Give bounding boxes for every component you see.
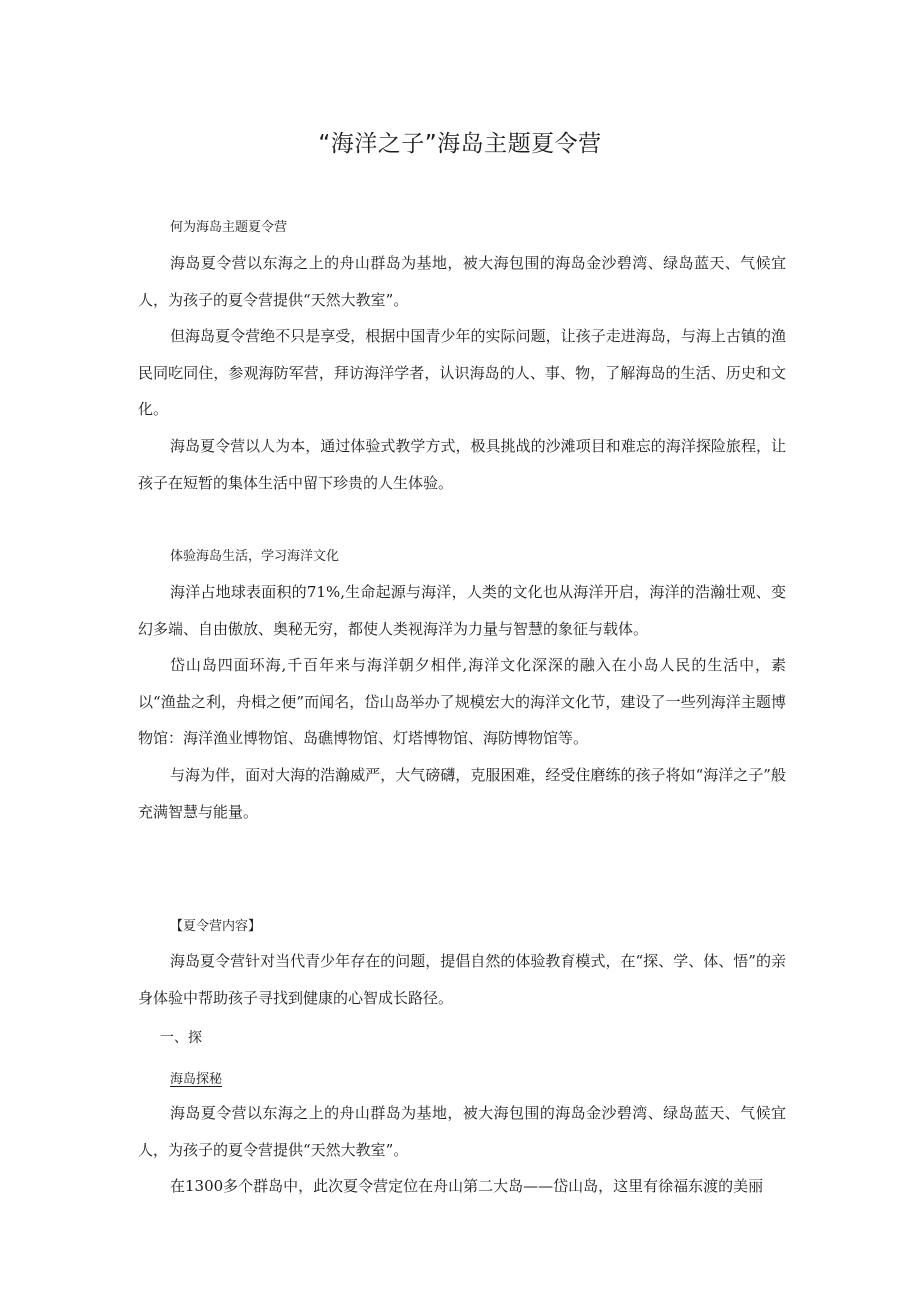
paragraph: 海岛夏令营以人为本，通过体验式教学方式，极具挑战的沙滩项目和难忘的海洋探险旅程，让孩子在短暂的集体生活中留下珍贵的人生体验。	[138, 437, 786, 492]
section-heading-what-is-camp: 何为海岛主题夏令营	[170, 220, 288, 235]
paragraph: 海岛夏令营以东海之上的舟山群岛为基地，被大海包围的海岛金沙碧湾、绿岛蓝天、气候宜人，为孩子的夏令营提供“天然大教室”。	[138, 254, 786, 309]
paragraph: 与海为伴，面对大海的浩瀚威严，大气磅礴，克服困难，经受住磨练的孩子将如“海洋之子”般充满智慧与能量。	[138, 766, 786, 821]
paragraph: 但海岛夏令营绝不只是享受，根据中国青少年的实际问题，让孩子走进海岛，与海上古镇的渔民同吃同住，参观海防军营，拜访海洋学者，认识海岛的人、事、物，了解海岛的生活、历史和文化。	[138, 327, 786, 419]
list-item-explore: 一、探	[160, 1030, 202, 1046]
section-heading-camp-content: 【夏令营内容】	[170, 919, 262, 934]
paragraph: 海岛夏令营针对当代青少年存在的问题，提倡自然的体验教育模式，在“探、学、体、悟”的亲身体验中帮助孩子寻找到健康的心智成长路径。	[138, 952, 786, 1007]
subheading-island-explore: 海岛探秘	[170, 1072, 223, 1087]
section-heading-island-life: 体验海岛生活，学习海洋文化	[170, 549, 340, 564]
paragraph: 海洋占地球表面积的71%,生命起源与海洋，人类的文化也从海洋开启，海洋的浩瀚壮观、变幻多端、自由傲放、奥秘无穷，都使人类视海洋为力量与智慧的象征与载体。	[138, 583, 786, 638]
paragraph: 在1300多个群岛中，此次夏令营定位在舟山第二大岛——岱山岛，这里有徐福东渡的美丽	[170, 1177, 764, 1195]
document-title: “海洋之子”海岛主题夏令营	[318, 131, 602, 157]
paragraph: 岱山岛四面环海,千百年来与海洋朝夕相伴,海洋文化深深的融入在小岛人民的生活中，素以“渔盐之利，舟楫之便”而闻名，岱山岛举办了规模宏大的海洋文化节，建设了一些列海洋主题博物馆：海洋渔业博物馆、岛礁博物馆、灯塔博物馆、海防博物馆等。	[138, 656, 786, 748]
paragraph: 海岛夏令营以东海之上的舟山群岛为基地，被大海包围的海岛金沙碧湾、绿岛蓝天、气候宜人，为孩子的夏令营提供“天然大教室”。	[138, 1104, 786, 1159]
